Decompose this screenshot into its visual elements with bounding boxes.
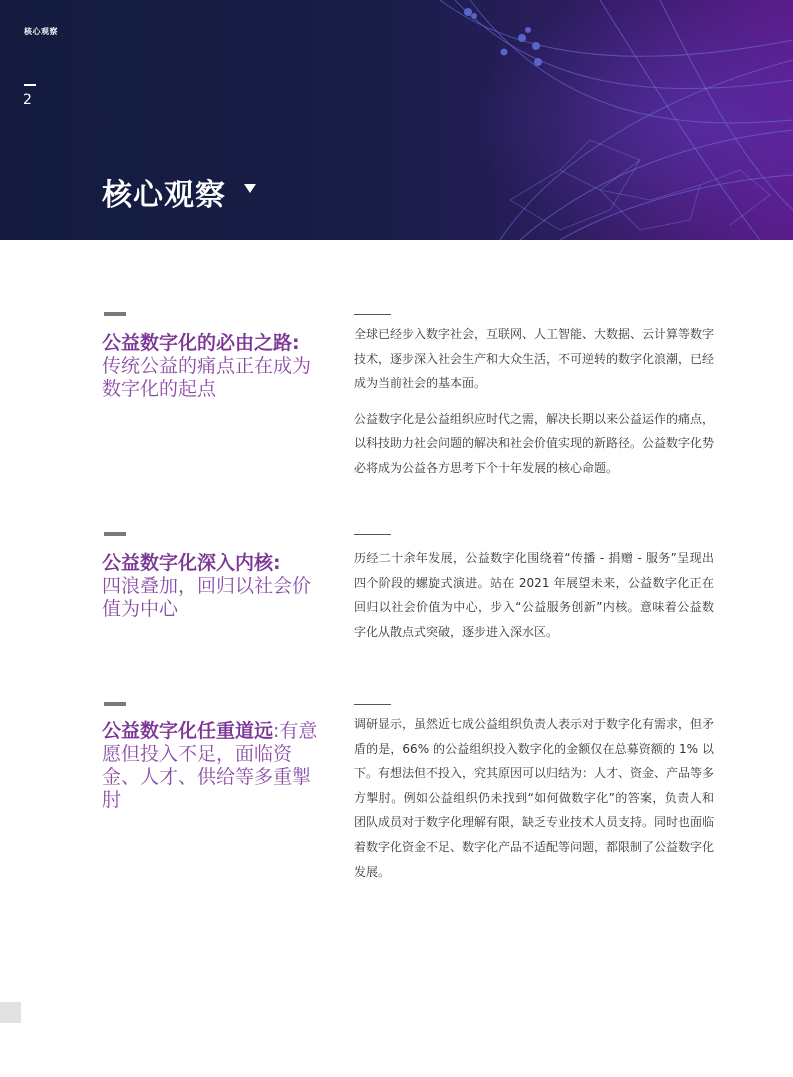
paragraph: 历经二十余年发展，公益数字化围绕着“传播 - 捐赠 - 服务”呈现出四个阶段的螺旋式演进。站在 2021 年展望未来，公益数字化正在回归以社会价值为中心，步入“公益服务创新”内核。意味着公益数字化从散点式突破，逐步进入深水区。: [354, 551, 714, 639]
section-heading-subtitle: 传统公益的痛点正在成为数字化的起点: [102, 355, 312, 400]
section-heading: [102, 332, 322, 401]
section-body: [354, 546, 714, 655]
section-label: 核心观察: [24, 27, 58, 36]
section-dash: [104, 312, 126, 316]
paragraph: 调研显示，虽然近七成公益组织负责人表示对于数字化有需求，但矛盾的是，66% 的公益组织投入数字化的金额仅在总募资额的 1% 以下。有想法但不投入，究其原因可以归结为：人才、资金、产品等多方掣肘。例如公益组织仍未找到“如何做数字化”的答案，负责人和团队成员对于数字化理解有限，缺乏专业技术人员支持。同时也面临着数字化资金不足、数字化产品不适配等问题，都限制了公益数字化发展。: [354, 717, 715, 879]
caret-down-icon: [244, 184, 256, 193]
paragraph: 公益数字化是公益组织应时代之需，解决长期以来公益运作的痛点，以科技助力社会问题的解决和社会价值实现的新路径。公益数字化势必将成为公益各方思考下个十年发展的核心命题。: [354, 411, 715, 475]
section-dash: [104, 532, 126, 536]
section-dash: [104, 702, 126, 706]
section-heading-subtitle: 四浪叠加，回归以社会价值为中心: [102, 575, 312, 620]
body-rule: [354, 704, 391, 705]
corner-marker: [0, 1002, 21, 1023]
section-heading-subtitle: :有意愿但投入不足，面临资金、人才、供给等多重掣肘: [102, 720, 318, 811]
paragraph: 全球已经步入数字社会，互联网、人工智能、大数据、云计算等数字技术，逐步深入社会生产和大众生活，不可逆转的数字化浪潮，已经成为当前社会的基本面。: [354, 327, 715, 391]
section-heading: [102, 720, 322, 812]
body-rule: [354, 314, 391, 315]
page-number-dash: [24, 84, 36, 86]
section-heading-bold: 公益数字化任重道远: [102, 720, 274, 742]
section-heading-bold: 公益数字化深入内核:: [102, 552, 281, 574]
section-heading: [102, 552, 322, 621]
section-heading-bold: 公益数字化的必由之路:: [102, 332, 300, 354]
body-rule: [354, 534, 391, 535]
page-number: 2: [23, 92, 32, 108]
page-title: 核心观察: [102, 178, 226, 213]
section-body: [354, 712, 714, 895]
section-body: [354, 322, 714, 492]
